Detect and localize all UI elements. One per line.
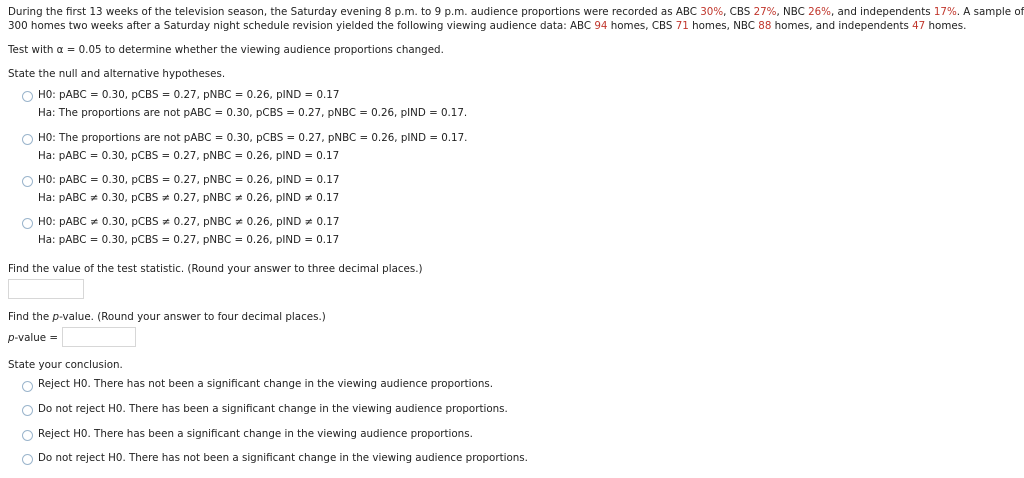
pvalue-input[interactable] [62, 327, 136, 347]
hypothesis-option-4-ha: Ha: pABC = 0.30, pCBS = 0.27, pNBC = 0.26, pIND = 0.17 [38, 234, 340, 246]
test-statistic-input[interactable] [8, 279, 84, 299]
hypotheses-prompt: State the null and alternative hypotheses. [8, 68, 226, 80]
pvalue-prompt: Find the p-value. (Round your answer to four decimal places.) [8, 311, 326, 323]
cbs-homes: 71 [675, 20, 689, 32]
hypothesis-option-2-ha: Ha: pABC = 0.30, pCBS = 0.27, pNBC = 0.26, pIND = 0.17 [38, 150, 340, 162]
hypothesis-option-3-h0: H0: pABC = 0.30, pCBS = 0.27, pNBC = 0.26, pIND = 0.17 [38, 174, 340, 186]
hypothesis-option-4-h0: H0: pABC ≠ 0.30, pCBS ≠ 0.27, pNBC ≠ 0.26, pIND ≠ 0.17 [38, 216, 340, 228]
problem-line-1: During the first 13 weeks of the television season, the Saturday evening 8 p.m. to 9 p.m. audience proportions were recorded as ABC 30%, CBS 27%, NBC 26%, and independents 17%. A sample of [8, 6, 1024, 18]
nbc-percent: 26% [808, 6, 831, 18]
conclusion-option-2-radio[interactable] [22, 405, 33, 416]
conclusion-option-3-label: Reject H0. There has been a significant change in the viewing audience proportions. [38, 428, 473, 440]
ind-homes: 47 [912, 20, 926, 32]
abc-homes: 94 [594, 20, 608, 32]
nbc-homes: 88 [758, 20, 772, 32]
conclusion-prompt: State your conclusion. [8, 359, 123, 371]
hypothesis-option-3-ha: Ha: pABC ≠ 0.30, pCBS ≠ 0.27, pNBC ≠ 0.26, pIND ≠ 0.17 [38, 192, 340, 204]
conclusion-option-1-radio[interactable] [22, 381, 33, 392]
conclusion-option-4-radio[interactable] [22, 454, 33, 465]
hypothesis-option-4-radio[interactable] [22, 218, 33, 229]
abc-percent: 30% [700, 6, 724, 18]
cbs-percent: 27% [753, 6, 777, 18]
hypothesis-option-2-radio[interactable] [22, 134, 33, 145]
pvalue-label: p-value = [8, 332, 59, 344]
test-instructions: Test with α = 0.05 to determine whether the viewing audience proportions changed. [8, 44, 444, 56]
conclusion-option-2-label: Do not reject H0. There has been a significant change in the viewing audience proportions. [38, 403, 508, 415]
ind-percent: 17% [933, 6, 957, 18]
hypothesis-option-1-ha: Ha: The proportions are not pABC = 0.30, pCBS = 0.27, pNBC = 0.26, pIND = 0.17. [38, 107, 468, 119]
test-statistic-prompt: Find the value of the test statistic. (Round your answer to three decimal places.) [8, 263, 423, 275]
conclusion-option-4-label: Do not reject H0. There has not been a significant change in the viewing audience proportions. [38, 452, 528, 464]
hypothesis-option-2-h0: H0: The proportions are not pABC = 0.30, pCBS = 0.27, pNBC = 0.26, pIND = 0.17. [38, 132, 468, 144]
conclusion-option-1-label: Reject H0. There has not been a significant change in the viewing audience proportions. [38, 378, 493, 390]
conclusion-option-3-radio[interactable] [22, 430, 33, 441]
hypothesis-option-1-h0: H0: pABC = 0.30, pCBS = 0.27, pNBC = 0.26, pIND = 0.17 [38, 89, 340, 101]
problem-line-2: 300 homes two weeks after a Saturday night schedule revision yielded the following viewing audience data: ABC 94 homes, CBS 71 homes, NBC 88 homes, and independents 47 homes. [8, 20, 967, 32]
hypothesis-option-3-radio[interactable] [22, 176, 33, 187]
hypothesis-option-1-radio[interactable] [22, 91, 33, 102]
